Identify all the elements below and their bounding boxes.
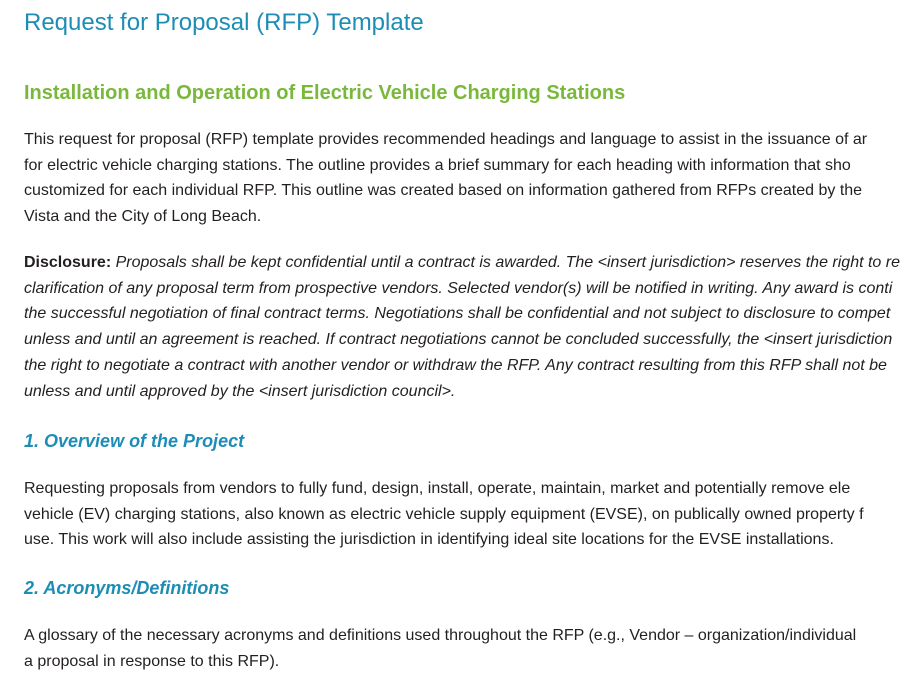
disclosure-line: the right to negotiate a contract with another vendor or withdraw the RFP. Any contract resulting from this RFP shall not be [24,356,887,374]
page-title: Request for Proposal (RFP) Template [24,9,424,36]
disclosure-line [24,250,922,276]
acronyms-line: a proposal in response to this RFP). [24,652,280,670]
intro-line: customized for each individual RFP. This outline was created based on information gathered from RFPs created by the [24,182,863,200]
disclosure-label: Disclosure: [24,254,112,271]
disclosure-paragraph [24,250,922,404]
overview-paragraph [24,476,922,553]
disclosure-line: unless and until an agreement is reached. If contract negotiations cannot be concluded successfully, the <insert jurisdiction [24,331,893,349]
overview-line: vehicle (EV) charging stations, also known as electric vehicle supply equipment (EVSE), on publically owned property f [24,505,864,523]
intro-paragraph [24,127,922,230]
acronyms-paragraph [24,623,922,674]
document-subtitle: Installation and Operation of Electric Vehicle Charging Stations [24,82,626,104]
section-heading-overview: 1. Overview of the Project [24,431,245,451]
disclosure-line: unless and until approved by the <insert jurisdiction council>. [24,382,456,400]
intro-line: This request for proposal (RFP) template provides recommended headings and language to assist in the issuance of ar [24,131,868,148]
disclosure-line: clarification of any proposal term from prospective vendors. Selected vendor(s) will be notified in writing. Any award is conti [24,279,893,297]
intro-line: Vista and the City of Long Beach. [24,208,262,226]
section-heading-acronyms: 2. Acronyms/Definitions [24,578,230,598]
overview-line: Requesting proposals from vendors to fully fund, design, install, operate, maintain, market and potentially remove ele [24,480,851,497]
acronyms-line: A glossary of the necessary acronyms and definitions used throughout the RFP (e.g., Vendor – organization/individual [24,627,857,644]
intro-line: for electric vehicle charging stations. The outline provides a brief summary for each heading with information that sho [24,156,851,174]
disclosure-text: Proposals shall be kept confidential until a contract is awarded. The <insert jurisdiction> reserves the right to re [115,254,900,271]
disclosure-line: the successful negotiation of final contract terms. Negotiations shall be confidential and not subject to disclosure to compet [24,305,891,323]
overview-line: use. This work will also include assisting the jurisdiction in identifying ideal site locations for the EVSE installations. [24,531,834,549]
